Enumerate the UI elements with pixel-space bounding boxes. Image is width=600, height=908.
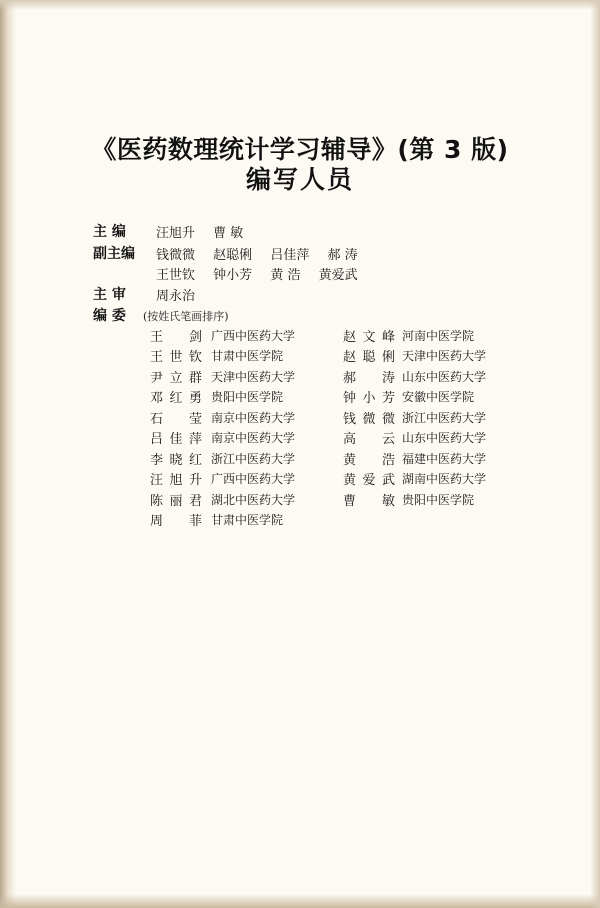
deputy-editor-name: 郝 涛 bbox=[327, 248, 358, 263]
chief-editor-name: 汪旭升 bbox=[156, 226, 196, 241]
board-member-name: 周菲 bbox=[150, 514, 202, 529]
board-member-name: 赵文峰 bbox=[343, 330, 395, 345]
board-member-name: 王剑 bbox=[150, 330, 202, 345]
board-member-school: 浙江中医药大学 bbox=[402, 411, 487, 425]
deputy-editor-label: 副主编 bbox=[93, 246, 135, 262]
board-member-school: 甘肃中医学院 bbox=[211, 349, 284, 363]
board-member-name: 黄浩 bbox=[343, 453, 395, 468]
deputy-editor-name: 王世钦 bbox=[156, 268, 196, 283]
page-heading: 编写人员 bbox=[245, 165, 354, 194]
reviewer-name-text: 周永治 bbox=[156, 289, 196, 304]
board-member-school: 贵阳中医学院 bbox=[211, 390, 284, 404]
board-member-school: 湖南中医药大学 bbox=[402, 472, 487, 486]
board-member-school: 广西中医药大学 bbox=[211, 329, 296, 343]
reviewer-label: 主 审 bbox=[93, 287, 126, 303]
chief-editor-label: 主 编 bbox=[93, 224, 126, 240]
board-member-school: 山东中医药大学 bbox=[402, 431, 487, 445]
deputy-editor-name: 黄 浩 bbox=[270, 268, 301, 283]
board-member-school: 甘肃中医学院 bbox=[211, 513, 284, 527]
board-member-school: 广西中医药大学 bbox=[211, 472, 296, 486]
book-title: 《医药数理统计学习辅导》(第 3 版) bbox=[91, 135, 509, 164]
board-member-school: 天津中医药大学 bbox=[402, 349, 487, 363]
board-member-name: 李晓红 bbox=[150, 453, 202, 468]
board-member-name: 郝涛 bbox=[343, 371, 395, 386]
deputy-editor-name: 吕佳萍 bbox=[270, 248, 310, 263]
board-member-name: 石莹 bbox=[150, 412, 202, 427]
board-member-name: 钟小芳 bbox=[343, 391, 395, 406]
deputy-editor-name: 钱微微 bbox=[156, 248, 196, 263]
board-member-school: 南京中医药大学 bbox=[211, 411, 296, 425]
board-member-school: 贵阳中医学院 bbox=[402, 493, 475, 507]
deputy-editor-name: 赵聪俐 bbox=[213, 248, 253, 263]
board-label: 编 委 bbox=[93, 308, 126, 324]
board-member-school: 浙江中医药大学 bbox=[211, 452, 296, 466]
deputy-editor-row-2 bbox=[156, 264, 372, 283]
deputy-editor-name: 钟小芳 bbox=[213, 268, 253, 283]
deputy-editor-name: 黄爱武 bbox=[318, 268, 358, 283]
page-edge-top bbox=[0, 0, 600, 10]
board-member-name: 黄爱武 bbox=[343, 473, 395, 488]
board-member-name: 邓红勇 bbox=[150, 391, 202, 406]
board-member-name: 高云 bbox=[343, 432, 395, 447]
board-member-name: 王世钦 bbox=[150, 350, 202, 365]
chief-editor-name: 曹 敏 bbox=[213, 226, 244, 241]
board-member-school: 安徽中医学院 bbox=[402, 390, 475, 404]
board-member-school: 湖北中医药大学 bbox=[211, 493, 296, 507]
chief-editor-names bbox=[156, 222, 257, 241]
reviewer-name bbox=[156, 285, 209, 304]
board-member-school: 福建中医药大学 bbox=[402, 452, 487, 466]
board-member-name: 陈丽君 bbox=[150, 494, 202, 509]
board-member-school: 南京中医药大学 bbox=[211, 431, 296, 445]
board-member-school: 天津中医药大学 bbox=[211, 370, 296, 384]
deputy-editor-row-1 bbox=[156, 244, 372, 263]
board-member-name: 曹敏 bbox=[343, 494, 395, 509]
board-member-name: 赵聪俐 bbox=[343, 350, 395, 365]
board-member-name: 吕佳萍 bbox=[150, 432, 202, 447]
board-member-name: 钱微微 bbox=[343, 412, 395, 427]
board-sort-note: (按姓氏笔画排序) bbox=[143, 310, 229, 323]
board-member-name: 尹立群 bbox=[150, 371, 202, 386]
board-member-school: 河南中医学院 bbox=[402, 329, 475, 343]
page-edge-bottom bbox=[0, 894, 600, 908]
board-member-school: 山东中医药大学 bbox=[402, 370, 487, 384]
board-member-name: 汪旭升 bbox=[150, 473, 202, 488]
